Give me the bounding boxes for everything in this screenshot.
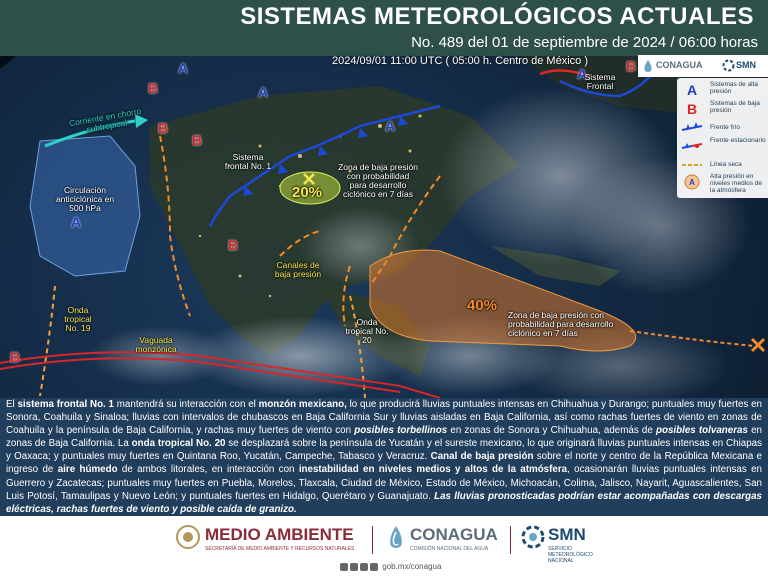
satellite-image (0, 56, 768, 398)
smn-logo-icon (520, 524, 546, 552)
youtube-icon[interactable] (370, 563, 378, 571)
high-pressure-marker: A (577, 66, 588, 82)
legend-item: A Sistemas de alta presión (680, 81, 766, 101)
dry-line-icon (680, 157, 704, 173)
instagram-icon[interactable] (360, 563, 368, 571)
high-pressure-marker: A (258, 84, 269, 100)
pacific-probability: 40% (467, 297, 498, 314)
image-timestamp: 2024/09/01 11:00 UTC ( 05:00 h. Centro de México ) (332, 55, 588, 67)
legend-item: Frente estacionario (680, 137, 766, 157)
header-banner (0, 0, 768, 56)
smn-logo-text: SMN (736, 60, 756, 70)
low-pressure-icon: B (686, 101, 698, 117)
conagua-logo-text: CONAGUA (410, 525, 498, 544)
svg-text:A: A (689, 178, 695, 187)
mid-level-high-icon (680, 174, 704, 190)
low-pressure-marker: B (228, 237, 239, 253)
map-legend (677, 78, 768, 198)
gulf-probability: 20% (292, 184, 323, 201)
x-icon[interactable] (350, 563, 358, 571)
social-links (340, 562, 460, 574)
conagua-logo-icon (386, 524, 406, 552)
smn-subtitle: SERVICIO METEOROLÓGICO NACIONAL (548, 546, 593, 564)
conagua-subtitle: COMISIÓN NACIONAL DEL AGUA (410, 546, 489, 552)
medio-ambiente-subtitle: SECRETARÍA DE MEDIO AMBIENTE Y RECURSOS NATURALES (205, 546, 355, 552)
divider (510, 526, 511, 554)
monsoon-trough-label: Vaguada monzónica (135, 335, 177, 354)
top-logos (638, 55, 768, 77)
satellite-map (0, 56, 768, 398)
tropical-wave-19-label: Onda tropical No. 19 (64, 305, 92, 333)
facebook-icon[interactable] (340, 563, 348, 571)
front-system-ne-label: Sistema Frontal (584, 72, 616, 91)
conagua-logo-text: CONAGUA (656, 60, 703, 70)
smn-logo-text: SMN (548, 525, 586, 544)
legend-item: Frente frío (680, 119, 766, 139)
footer-logos (0, 516, 768, 576)
high-pressure-marker: A (385, 118, 396, 134)
anticyclone-center: A (71, 214, 82, 230)
low-pressure-marker: B (192, 132, 203, 148)
pacific-low-label: Zona de baja presión con probabilidad para desarrollo ciclónico en 7 días (508, 310, 614, 338)
troughs-label: Canales de baja presión (274, 260, 322, 279)
jet-stream-label: Corriente en chorro subtropical (68, 105, 143, 135)
cold-front-icon (680, 120, 704, 136)
medio-ambiente-logo-text: MEDIO AMBIENTE (205, 525, 354, 544)
conagua-logo-icon (642, 59, 654, 73)
legend-item: Línea seca (680, 156, 766, 176)
high-pressure-marker: A (178, 60, 189, 76)
tropical-wave-20-label: Onda tropical No. 20 (345, 317, 389, 345)
medio-ambiente-logo-icon (175, 524, 201, 552)
website-link[interactable]: gob.mx/conagua (382, 562, 442, 571)
forecast-bulletin: El sistema frontal No. 1 mantendrá su interacción con el monzón mexicano, lo que producirá lluvias puntuales intensas en Chihuahua y Durango; puntuales muy fuertes en Sonora, Coahuila y Sinaloa; lluvias con intervalos de chubascos en Baja California Sur y lluvias aisladas en Baja California, así como rachas fuertes de viento en zonas de Coahuila y la península de Baja California, y rachas muy fuertes de viento con posibles torbellinos en zonas de Sonora y Chihuahua, además de posibles tolvaneras en zonas de Baja California. La onda tropical No. 20 se desplazará sobre la península de Yucatán y el sureste mexicano, lo que originará lluvias puntuales intensas en Chiapas y Oaxaca; y puntuales muy fuertes en Quintana Roo, Yucatán, Campeche, Tabasco y Veracruz. Canal de baja presión sobre el norte y centro de la República Mexicana e ingreso de aire húmedo de ambos litorales, en interacción con inestabilidad en niveles medios y altos de la atmósfera, ocasionarán lluvias puntuales intensas en Guerrero y Zacatecas; puntuales muy fuertes en Puebla, Morelos, Tlaxcala, Ciudad de México, Estado de México, Michoacán, Colima, Jalisco, Nayarit, Aguascalientes, San Luis Potosí, Tamaulipas y Nuevo León; y puntuales fuertes en Hidalgo, Querétaro y Guanajuato. Las lluvias pronosticadas podrían estar acompañadas con descargas eléctricas, rachas fuertes de viento y posible caída de granizo. (0, 398, 768, 516)
bulletin-number-date: No. 489 del 01 de septiembre de 2024 / 06:00 horas (411, 34, 758, 51)
legend-item: A Alta presión en niveles medios de la atmósfera (680, 173, 766, 193)
gulf-low-label: Zona de baja presión con probabilidad para desarrollo ciclónico en 7 días (338, 162, 418, 199)
legend-item: B Sistemas de baja presión (680, 100, 766, 120)
low-pressure-marker: B (10, 349, 21, 365)
low-pressure-marker: B (626, 58, 637, 74)
front-system-1-label: Sistema frontal No. 1 (224, 152, 272, 171)
low-pressure-marker: B (158, 120, 169, 136)
high-pressure-icon: A (686, 82, 698, 98)
smn-logo-icon (722, 59, 735, 72)
stationary-front-icon (680, 138, 704, 154)
page-title: SISTEMAS METEOROLÓGICOS ACTUALES (240, 3, 754, 30)
divider (372, 526, 373, 554)
anticyclone-label: Circulación anticiclónica en 500 hPa (55, 185, 115, 213)
low-pressure-marker: B (148, 80, 159, 96)
